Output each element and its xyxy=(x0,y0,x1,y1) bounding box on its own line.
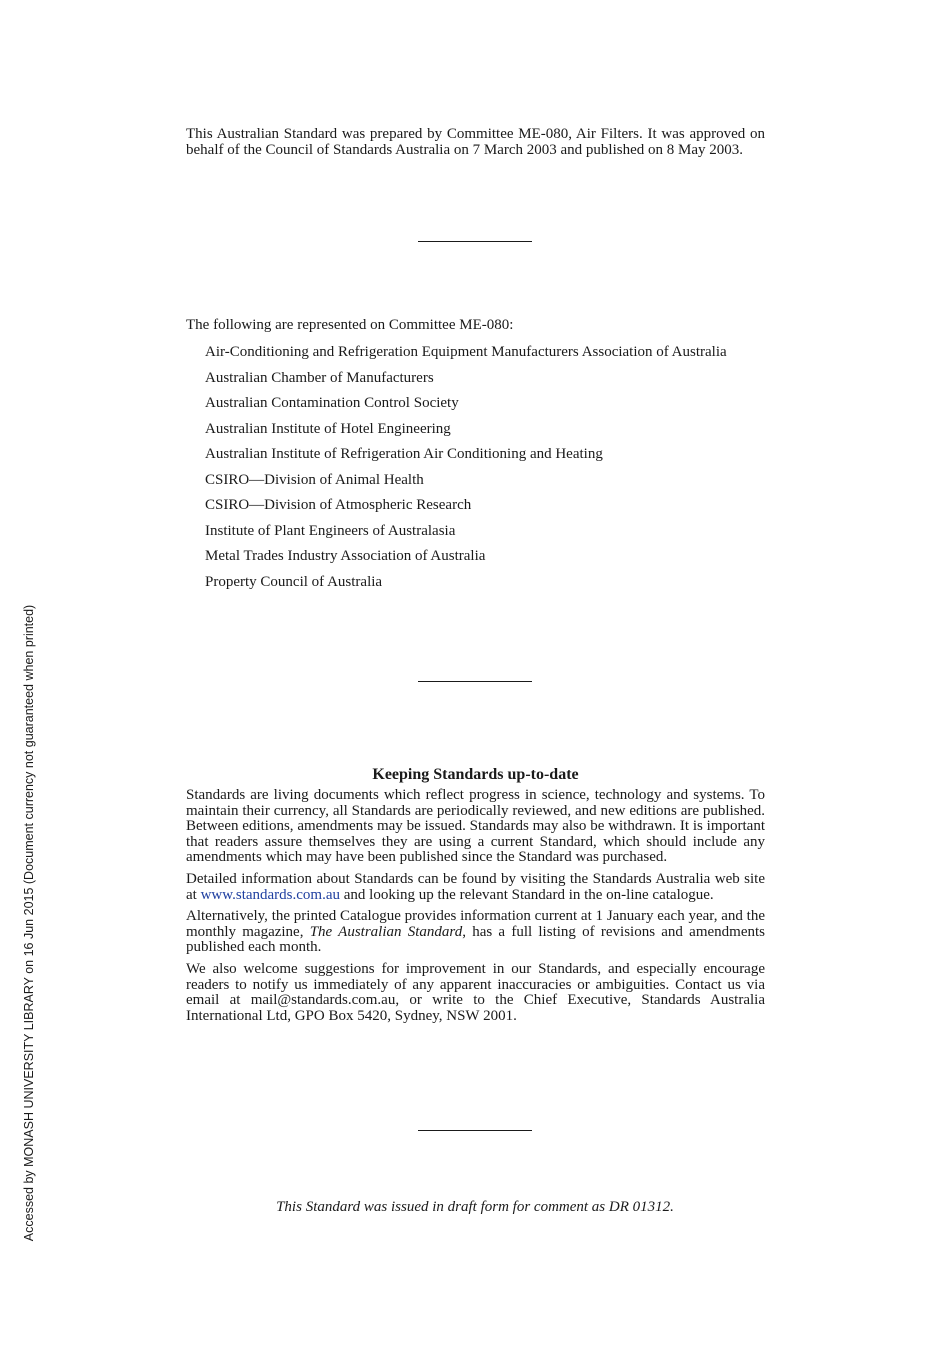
list-item: Air-Conditioning and Refrigeration Equipment Manufacturers Association of Australia xyxy=(205,344,727,360)
paragraph-text: and looking up the relevant Standard in the on-line catalogue. xyxy=(340,886,714,903)
list-item: Australian Chamber of Manufacturers xyxy=(205,369,434,386)
preparation-statement: This Australian Standard was prepared by Committee ME-080, Air Filters. It was approved on behalf of the Council of Standards Australia on 7 March 2003 and published on 8 May 2003. xyxy=(186,126,765,158)
draft-note: This Standard was issued in draft form for comment as DR 01312. xyxy=(276,1199,674,1215)
committee-heading: The following are represented on Committee ME-080: xyxy=(186,317,514,333)
list-item: CSIRO—Division of Animal Health xyxy=(205,471,424,488)
paragraph-text: Alternatively, the printed Catalogue provides information current at 1 January each year, and the monthly magazine, xyxy=(186,908,765,940)
access-watermark: Accessed by MONASH UNIVERSITY LIBRARY on 16 Jun 2015 (Document currency not guaranteed when printed) xyxy=(22,604,36,1242)
section-divider xyxy=(418,681,532,682)
paragraph-catalogue xyxy=(186,909,765,956)
list-item: CSIRO—Division of Atmospheric Research xyxy=(205,497,472,513)
paragraph-suggestions: We also welcome suggestions for improvement in our Standards, and especially encourage readers to notify us immediately of any apparent inaccuracies or ambiguities. Contact us via email at mail@standards.com.au, or write to the Chief Executive, Standards Australia International Ltd, GPO Box 5420, Sydney, NSW 2001. xyxy=(186,960,765,1024)
list-item: Property Council of Australia xyxy=(205,573,383,590)
keeping-standards-section xyxy=(186,765,765,1030)
section-title: Keeping Standards up-to-date xyxy=(372,766,579,783)
paragraph-text: Detailed information about Standards can be found by visiting the Standards Australia web site at xyxy=(186,870,765,903)
list-item: Australian Institute of Refrigeration Air Conditioning and Heating xyxy=(205,446,603,462)
list-item: Metal Trades Industry Association of Australia xyxy=(205,548,486,564)
paragraph-living-documents: Standards are living documents which reflect progress in science, technology and systems. To maintain their currency, all Standards are periodically reviewed, and new editions are published. Between editions, amendments may be issued. Standards may also be withdrawn. It is important that readers assure themselves they are using a current Standard, which should include any amendments which may have been published since the Standard was purchased. xyxy=(186,787,765,866)
list-item: Australian Contamination Control Society xyxy=(205,395,459,411)
paragraph-text: , has a full listing of revisions and amendments published each month. xyxy=(186,923,765,956)
committee-member-list xyxy=(186,340,765,595)
standards-website-link[interactable]: www.standards.com.au xyxy=(200,886,340,903)
list-item: Institute of Plant Engineers of Australasia xyxy=(205,522,456,539)
section-divider xyxy=(418,241,532,242)
magazine-title: The Australian Standard xyxy=(309,923,463,940)
section-divider xyxy=(418,1130,532,1131)
list-item: Australian Institute of Hotel Engineering xyxy=(205,420,451,437)
committee-section xyxy=(186,316,765,595)
paragraph-web-site xyxy=(186,872,765,903)
